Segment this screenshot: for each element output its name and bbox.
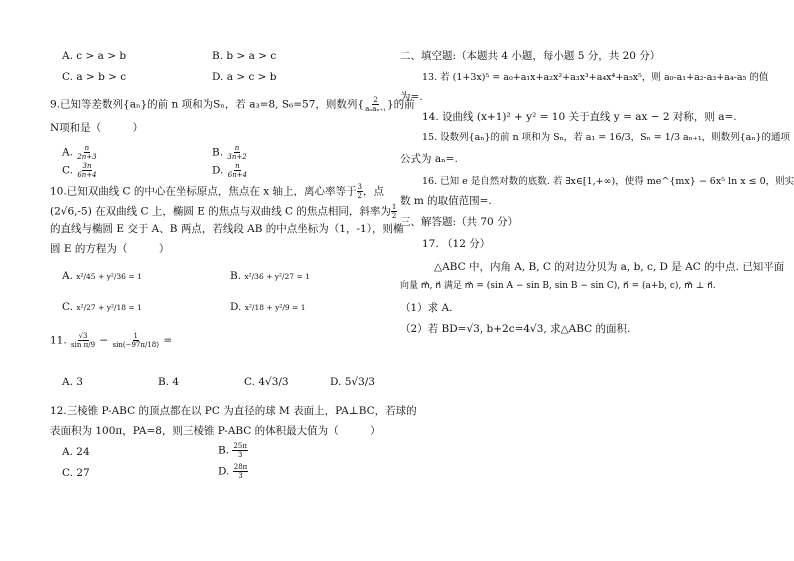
q15-stem-line1: 15. 设数列{aₙ}的前 n 项和为 Sₙ，若 a₁ = 16/3，Sₙ = 1/3 aₙ₊₁，则数列{aₙ}的通项 bbox=[422, 132, 790, 143]
q10-option-c-expr: x²/27 + y²/18 = 1 bbox=[76, 303, 142, 312]
q10-slope-den: 2 bbox=[391, 212, 397, 220]
q11-term2 bbox=[112, 332, 160, 349]
section-solutions-heading: 三、解答题:（共 70 分） bbox=[400, 216, 519, 228]
q9-option-b-num: n bbox=[234, 144, 240, 152]
q12-option-b-num: 25π bbox=[233, 442, 247, 450]
q8-option-c[interactable]: C. a > b > c bbox=[62, 71, 127, 83]
q10-stem-line2-text: (2√6,-5) 在双曲线 C 上，椭圆 E 的焦点与双曲线 C 的焦点相同，斜率为 bbox=[50, 205, 391, 218]
q11-option-c[interactable]: C. 4√3/3 bbox=[244, 376, 289, 388]
q9-option-c-label: C. bbox=[62, 164, 73, 177]
q9-stem-end: }的前 bbox=[386, 98, 415, 111]
q9-stem-text: 9.已知等差数列{aₙ}的前 n 项和为Sₙ，若 a₃=8, S₆=57，则数列{ bbox=[50, 98, 365, 111]
q9-option-c-frac bbox=[76, 162, 97, 179]
q9-stem bbox=[50, 96, 415, 113]
q12-option-b-den: 3 bbox=[237, 451, 243, 459]
q9-option-b-frac bbox=[226, 144, 247, 161]
q9-sum-fraction bbox=[364, 96, 387, 113]
q12-option-c[interactable]: C. 27 bbox=[62, 467, 90, 479]
q10-option-a-label: A. bbox=[62, 270, 73, 282]
q12-option-d-den: 3 bbox=[238, 472, 243, 480]
section-fill-in-heading: 二、填空题:（本题共 4 小题，每小题 5 分，共 20 分） bbox=[400, 50, 661, 62]
q9-option-a-num: n bbox=[84, 144, 90, 152]
q11-option-a[interactable]: A. 3 bbox=[62, 376, 83, 388]
q10-stem-line2 bbox=[50, 203, 397, 220]
q12-option-d-num: 28π bbox=[233, 463, 248, 471]
q11-term1-num: √3 bbox=[78, 332, 88, 340]
q9-option-b-den: 3n+2 bbox=[227, 153, 247, 161]
q14-stem: 14. 设曲线 (x+1)² + y² = 10 关于直线 y = ax − 2 对称，则 a=. bbox=[422, 111, 737, 123]
q12-option-d[interactable] bbox=[218, 463, 248, 480]
q10-option-d-expr: x²/18 + y²/9 = 1 bbox=[244, 303, 306, 312]
q11-equals: = bbox=[163, 334, 173, 347]
q9-option-d-frac bbox=[227, 162, 248, 179]
q10-option-d-label: D. bbox=[230, 301, 242, 313]
q10-slope-num: 1 bbox=[391, 203, 397, 211]
q10-option-c-label: C. bbox=[62, 301, 73, 313]
q9-option-d-label: D. bbox=[212, 164, 224, 177]
q11-option-d[interactable]: D. 5√3/3 bbox=[330, 376, 375, 388]
q12-option-b[interactable] bbox=[218, 442, 248, 459]
q10-stem-text: 10.已知双曲线 C 的中心在坐标原点，焦点在 x 轴上，离心率等于 bbox=[50, 185, 357, 198]
q9-option-c-den: 6n+4 bbox=[77, 171, 97, 179]
q17-stem-line1: △ABC 中，内角 A, B, C 的对边分贝为 a, b, c, D 是 AC 的中点. 已知平面 bbox=[434, 261, 785, 273]
right-column bbox=[400, 0, 794, 561]
q11-stem bbox=[50, 332, 172, 349]
q8-option-b[interactable]: B. b > a > c bbox=[212, 50, 277, 62]
q10-option-a[interactable] bbox=[62, 270, 142, 283]
q9-option-d-num: n bbox=[235, 162, 240, 170]
q10-ecc-num: 3 bbox=[357, 183, 362, 191]
q11-minus: − bbox=[99, 334, 109, 347]
q11-label: 11. bbox=[50, 334, 67, 347]
q9-option-a-den: 2n+3 bbox=[77, 153, 97, 161]
q9-option-c-num: 3n bbox=[82, 162, 92, 170]
q10-stem-line4: 圆 E 的方程为（ ） bbox=[50, 243, 170, 255]
q16-stem-line1: 16. 已知 e 是自然对数的底数. 若 ∃x∈[1,+∞)，使得 me^{mx} − 6x⁵ ln x ≤ 0，则实 bbox=[422, 176, 794, 187]
q12-option-b-frac bbox=[232, 442, 248, 459]
q13-stem-line2: 为=. bbox=[400, 91, 423, 103]
q11-term2-num: 1 bbox=[133, 332, 138, 340]
q11-term1 bbox=[70, 332, 96, 349]
q10-option-a-expr: x²/45 + y²/36 = 1 bbox=[76, 272, 142, 281]
q10-option-b-label: B. bbox=[230, 270, 242, 282]
q9-option-d-den: 6n+4 bbox=[227, 171, 248, 179]
q10-slope-frac bbox=[391, 203, 397, 220]
q10-stem-line3: 的直线与椭圆 E 交于 A、B 两点，若线段 AB 的中点坐标为（1，-1），则椭 bbox=[50, 223, 404, 235]
q8-option-d[interactable]: D. a > c > b bbox=[212, 71, 277, 83]
q9-option-d[interactable] bbox=[212, 162, 248, 179]
q10-option-b[interactable] bbox=[230, 270, 310, 283]
q11-option-b[interactable]: B. 4 bbox=[158, 376, 180, 388]
q10-option-d[interactable] bbox=[230, 301, 305, 314]
q12-option-a[interactable]: A. 24 bbox=[62, 446, 90, 458]
q12-stem-line2: 表面积为 100π，PA=8，则三棱锥 P-ABC 的体积最大值为（ ） bbox=[50, 425, 381, 437]
q9-option-b-label: B. bbox=[212, 146, 224, 159]
q9-frac-den: aₙaₙ₊₁ bbox=[365, 105, 386, 113]
q8-option-a[interactable]: A. c > a > b bbox=[62, 50, 127, 62]
q9-stem-line2: N项和是（ ） bbox=[50, 122, 144, 134]
q16-stem-line2: 数 m 的取值范围=. bbox=[400, 195, 492, 207]
q13-stem-line1: 13. 若 (1+3x)⁵ = a₀+a₁x+a₂x²+a₃x³+a₄x⁴+a₅x⁵，则 a₀-a₁+a₂-a₃+a₄-a₅ 的值 bbox=[422, 72, 769, 83]
q10-stem-text-b: ，点 bbox=[362, 185, 384, 198]
q11-term2-den: sin(−97π/18) bbox=[112, 341, 159, 349]
q9-option-a-label: A. bbox=[62, 146, 73, 159]
q12-option-d-label: D. bbox=[218, 465, 230, 478]
q11-term1-den: sin π/9 bbox=[71, 341, 96, 349]
q10-ecc-den: 2 bbox=[357, 192, 362, 200]
q10-option-c[interactable] bbox=[62, 301, 142, 314]
q10-stem-line1 bbox=[50, 183, 384, 200]
q9-option-c[interactable] bbox=[62, 162, 98, 179]
q12-option-b-label: B. bbox=[218, 444, 230, 457]
q12-stem-line1: 12.三棱锥 P-ABC 的顶点都在以 PC 为直径的球 M 表面上，PA⊥BC，若球的 bbox=[50, 405, 417, 417]
q10-option-b-expr: x²/36 + y²/27 = 1 bbox=[244, 272, 310, 281]
q17-part2: （2）若 BD=√3, b+2c=4√3, 求△ABC 的面积. bbox=[400, 323, 631, 335]
q17-part1: （1）求 A. bbox=[400, 302, 453, 314]
q12-option-d-frac bbox=[233, 463, 249, 480]
q9-option-a-frac bbox=[76, 144, 97, 161]
q9-option-a[interactable] bbox=[62, 144, 98, 161]
q17-heading: 17. （12 分） bbox=[422, 238, 491, 250]
q9-option-b[interactable] bbox=[212, 144, 248, 161]
q17-stem-line2: 向量 m⃗, n⃗ 满足 m⃗ = (sin A − sin B, sin B − sin C), n⃗ = (a+b, c), m⃗ ⊥ n⃗. bbox=[400, 281, 716, 291]
q9-frac-num: 2 bbox=[373, 96, 378, 104]
q15-stem-line2: 公式为 aₙ=. bbox=[400, 153, 458, 165]
